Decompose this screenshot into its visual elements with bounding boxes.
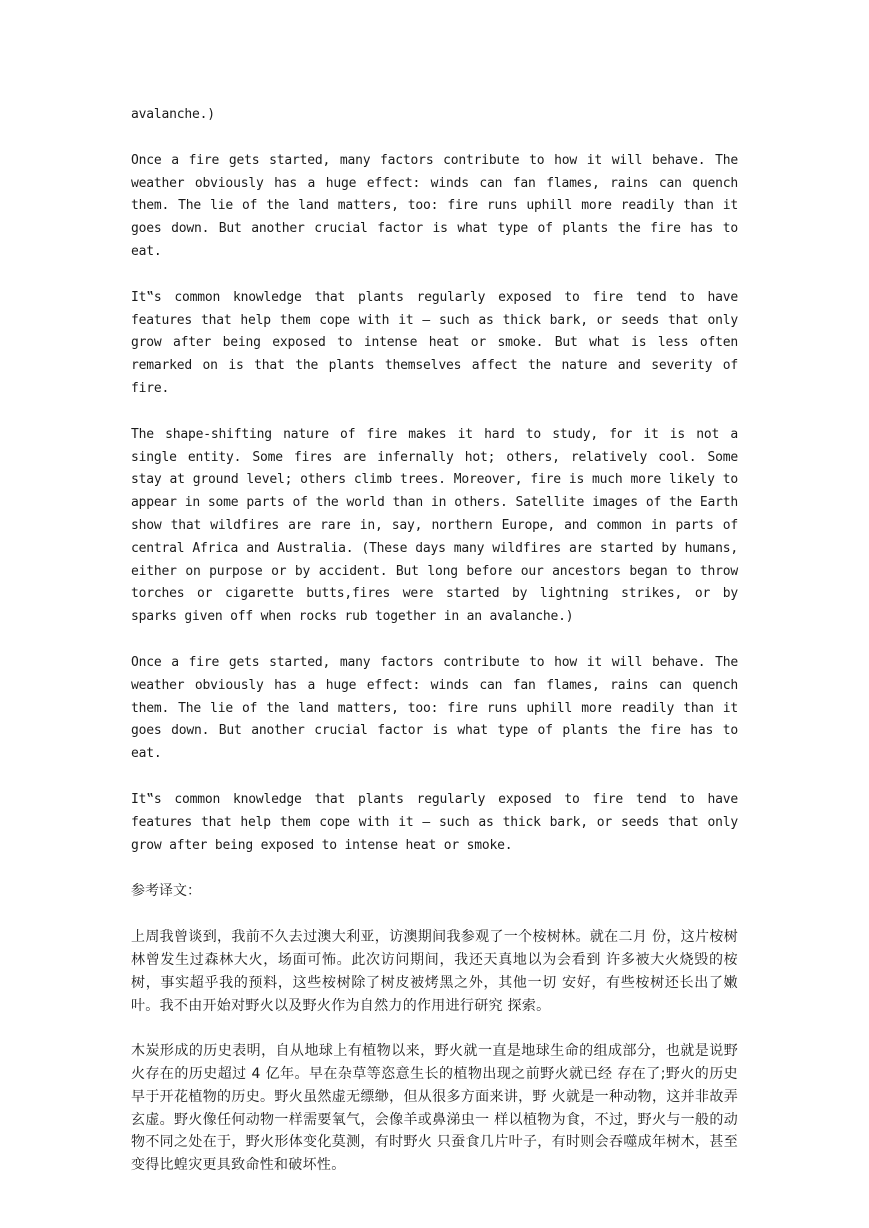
- paragraph-cn-charcoal-history: 木炭形成的历史表明，自从地球上有植物以来，野火就一直是地球生命的组成部分，也就是说野火存在的历史超过 4 亿年。早在杂草等恣意生长的植物出现之前野火就已经 存在了;野火的历史早于开花植物的历史。野火虽然虚无缥缈，但从很多方面来讲，野 火就是一种动物，这并非故弄玄虚。野火像任何动物一样需要氧气，会像羊或鼻涕虫一 样以植物为食，不过，野火与一般的动物不同之处在于，野火形体变化莫测，有时野火 只蚕食几片叶子，有时则会吞噬成年树木，甚至变得比蝗灾更具致命性和破坏性。: [131, 1043, 738, 1174]
- translation-heading: 参考译文：: [131, 883, 201, 900]
- document-page: [131, 104, 738, 1200]
- paragraph-avalanche-end: avalanche.): [131, 107, 215, 122]
- paragraph-plants-features: It‟s common knowledge that plants regularly exposed to fire tend to have features that help them cope with it — such as thick bark, or seeds that only grow after being exposed to intense heat or smoke. But what is less often remarked on is that the plants themselves affect the nature and severity of fire.: [131, 289, 738, 396]
- paragraph-shape-shifting: The shape-shifting nature of fire makes it hard to study, for it is not a single entity. Some fires are infernally hot; others, relatively cool. Some stay at ground level; others climb trees. Moreover, fire is much more likely to appear in some parts of the world than in others. Satellite images of the Earth show that wildfires are rare in, say, northern Europe, and common in parts of central Africa and Australia. (These days many wildfires are started by humans, either on purpose or by accident. But long before our ancestors began to throw torches or cigarette butts,fires were started by lightning strikes, or by sparks given off when rocks rub together in an avalanche.): [131, 426, 738, 625]
- paragraph-fire-behavior-repeat: Once a fire gets started, many factors contribute to how it will behave. The weather obviously has a huge effect: winds can fan flames, rains can quench them. The lie of the land matters, too: fire runs uphill more readily than it goes down. But another crucial factor is what type of plants the fire has to eat.: [131, 654, 738, 762]
- paragraph-plants-features-repeat: It‟s common knowledge that plants regularly exposed to fire tend to have features that help them cope with it — such as thick bark, or seeds that only grow after being exposed to intense heat or smoke.: [131, 791, 738, 853]
- paragraph-fire-behavior: Once a fire gets started, many factors contribute to how it will behave. The weather obviously has a huge effect: winds can fan flames, rains can quench them. The lie of the land matters, too: fire runs uphill more readily than it goes down. But another crucial factor is what type of plants the fire has to eat.: [131, 152, 738, 259]
- paragraph-cn-australia: 上周我曾谈到，我前不久去过澳大利亚，访澳期间我参观了一个桉树林。就在二月 份，这片桉树林曾发生过森林大火，场面可怖。此次访问期间，我还天真地以为会看到 许多被大火烧毁的桉树，事实超乎我的预料，这些桉树除了树皮被烤黑之外，其他一切 安好，有些桉树还长出了嫩叶。我不由开始对野火以及野火作为自然力的作用进行研究 探索。: [131, 929, 738, 1014]
